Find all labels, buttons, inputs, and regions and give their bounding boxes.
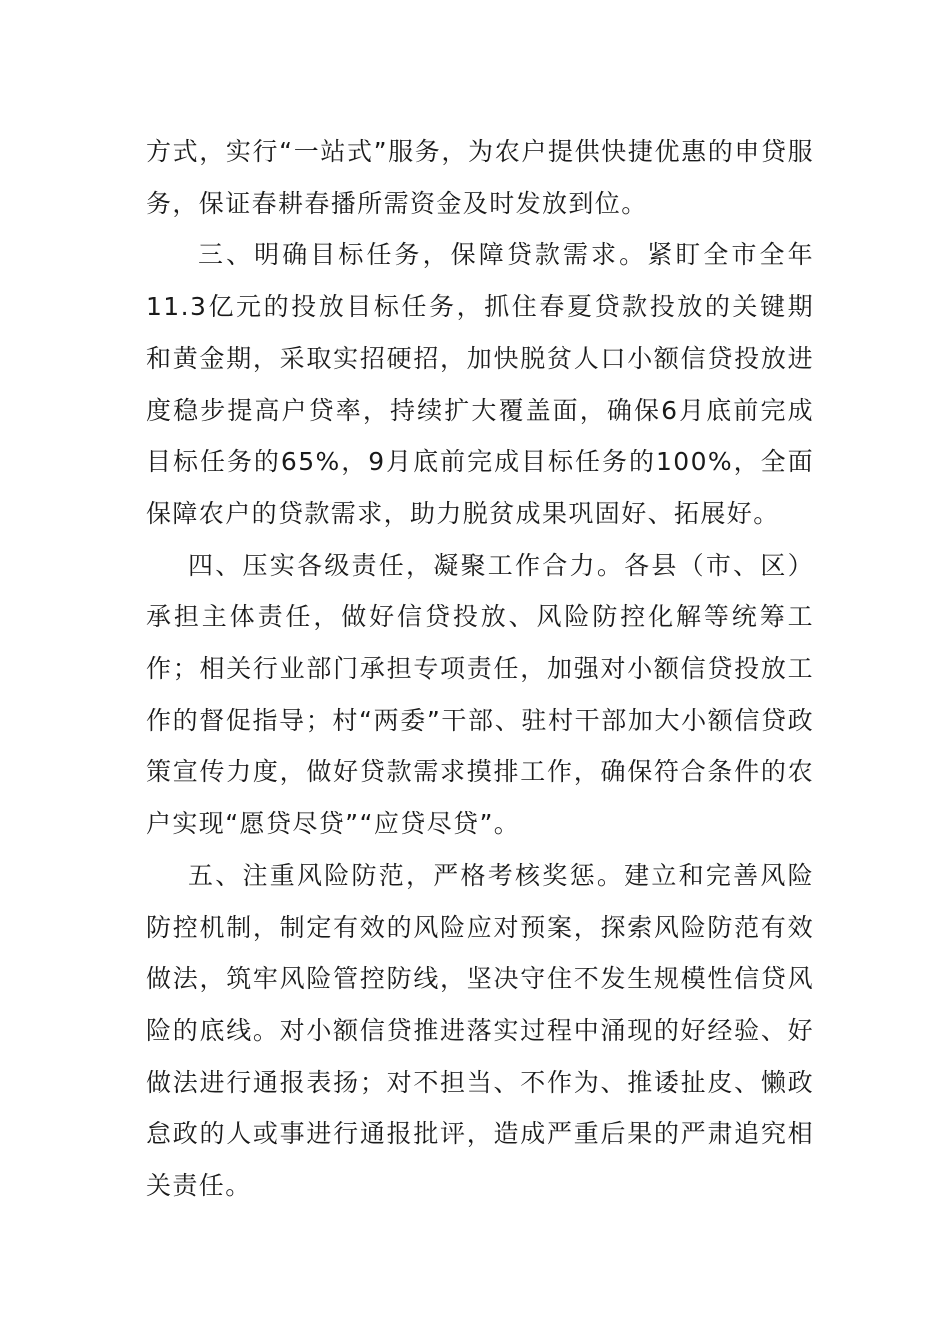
- paragraph-section-four: 四、压实各级责任，凝聚工作合力。各县（市、区）承担主体责任，做好信贷投放、风险防控化解等统筹工作；相关行业部门承担专项责任，加强对小额信贷投放工作的督促指导；村“两委”干部、驻村干部加大小额信贷政策宣传力度，做好贷款需求摸排工作，确保符合条件的农户实现“愿贷尽贷”“应贷尽贷”。: [146, 550, 814, 839]
- document-body: [146, 126, 814, 1212]
- paragraph-section-three: 三、明确目标任务，保障贷款需求。紧盯全市全年11.3亿元的投放目标任务，抓住春夏贷款投放的关键期和黄金期，采取实招硬招，加快脱贫人口小额信贷投放进度稳步提高户贷率，持续扩大覆盖面，确保6月底前完成目标任务的65%，9月底前完成目标任务的100%，全面保障农户的贷款需求，助力脱贫成果巩固好、拓展好。: [146, 240, 814, 528]
- paragraph-section-five: 五、注重风险防范，严格考核奖惩。建立和完善风险防控机制，制定有效的风险应对预案，探索风险防范有效做法，筑牢风险管控防线，坚决守住不发生规模性信贷风险的底线。对小额信贷推进落实过程中涌现的好经验、好做法进行通报表扬；对不担当、不作为、推诿扯皮、懒政怠政的人或事进行通报批评，造成严重后果的严肃追究相关责任。: [146, 860, 814, 1201]
- paragraph-continuation: 方式，实行“一站式”服务，为农户提供快捷优惠的申贷服务，保证春耕春播所需资金及时发放到位。: [146, 137, 814, 218]
